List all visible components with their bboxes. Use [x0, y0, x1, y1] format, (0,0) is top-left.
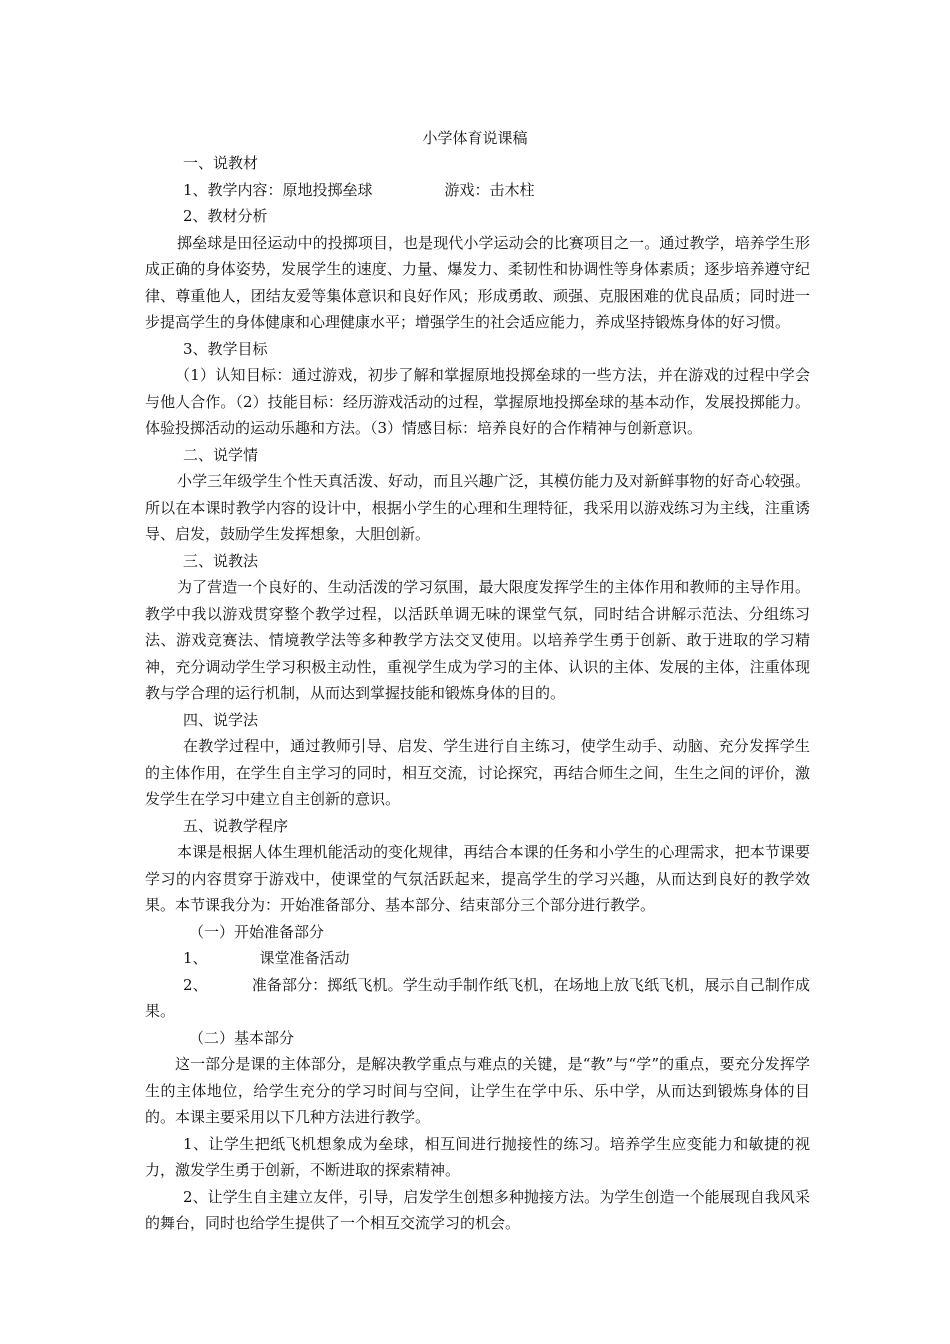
prep-item-1-text: 课堂准备活动: [259, 949, 350, 967]
prep-item-2-text: 准备部分：掷纸飞机。学生动手制作纸飞机，在场地上放飞纸飞机，展示自己制作成果。: [145, 975, 810, 1020]
teaching-goals-heading: 3、教学目标: [183, 339, 268, 358]
teaching-goals-paragraph: （1）认知目标：通过游戏，初步了解和掌握原地投掷垒球的一些方法，并在游戏的过程中学会与他人合作。（2）技能目标：经历游戏活动的过程，掌握原地投掷垒球的基本动作，发展投掷能力。体验投掷活动的运动乐趣和方法。（3）情感目标：培养良好的合作精神与创新意识。: [145, 366, 810, 437]
prep-item-2-number: 2、: [183, 975, 208, 994]
prep-item-1: [145, 945, 810, 972]
subsection-heading-2: （二）基本部分: [189, 1028, 295, 1047]
section-heading-3: 三、说教法: [183, 551, 259, 570]
teaching-method-paragraph: 为了营造一个良好的、生动活泼的学习氛围，最大限度发挥学生的主体作用和教师的主导作用。教学中我以游戏贯穿整个教学过程，以活跃单调无味的课堂气氛，同时结合讲解示范法、分组练习法、游戏竞赛法、情境教学法等多种教学方法交叉使用。以培养学生勇于创新、敢于进取的学习精神，充分调动学生学习积极主动性，重视学生成为学习的主体、认识的主体、发展的主体，注重体现教与学合理的运行机制，从而达到掌握技能和锻炼身体的目的。: [145, 578, 810, 702]
learner-paragraph: 小学三年级学生个性天真活泼、好动，而且兴趣广泛，其模仿能力及对新鲜事物的好奇心较强。所以在本课时教学内容的设计中，根据小学生的心理和生理特征，我采用以游戏练习为主线，注重诱导、启发，鼓励学生发挥想象，大胆创新。: [145, 472, 810, 543]
section-heading-1: 一、说教材: [183, 154, 259, 172]
document-body: [145, 150, 810, 1237]
teaching-content-line: [145, 177, 810, 204]
material-analysis-paragraph: 掷垒球是田径运动中的投掷项目，也是现代小学运动会的比赛项目之一。通过教学，培养学生形成正确的身体姿势，发展学生的速度、力量、爆发力、柔韧性和协调性等身体素质；逐步培养遵守纪律、尊重他人，团结友爱等集体意识和良好作风；形成勇敢、顽强、克服困难的优良品质；同时进一步提高学生的身体健康和心理健康水平；增强学生的社会适应能力，养成坚持锻炼身体的好习惯。: [145, 233, 810, 331]
section-heading-2: 二、说学情: [183, 445, 259, 464]
prep-item-1-number: 1、: [183, 949, 208, 967]
procedure-paragraph: 本课是根据人体生理机能活动的变化规律，再结合本课的任务和小学生的心理需求，把本节课要学习的内容贯穿于游戏中，使课堂的气氛活跃起来，提高学生的学习兴趣，从而达到良好的教学效果。本节课我分为：开始准备部分、基本部分、结束部分三个部分进行教学。: [145, 843, 810, 914]
basic-part-paragraph: 这一部分是课的主体部分，是解决教学重点与难点的关键，是“教”与“学”的重点，要充分发挥学生的主体地位，给学生充分的学习时间与空间，让学生在学中乐、乐中学，从而达到锻炼身体的目的。本课主要采用以下几种方法进行教学。: [145, 1055, 810, 1126]
subsection-heading-1: （一）开始准备部分: [189, 922, 325, 941]
basic-item-2: 2、让学生自主建立友伴，引导，启发学生创想多种抛接方法。为学生创造一个能展现自我风采的舞台，同时也给学生提供了一个相互交流学习的机会。: [145, 1187, 810, 1232]
document-title: 小学体育说课稿: [422, 129, 528, 147]
prep-item-2: [145, 972, 810, 1025]
basic-item-1: 1、让学生把纸飞机想象成为垒球，相互间进行抛接性的练习。培养学生应变能力和敏捷的视力，激发学生勇于创新，不断进取的探索精神。: [145, 1134, 810, 1179]
section-heading-5: 五、说教学程序: [183, 816, 289, 835]
teaching-content-label: 1、教学内容：原地投掷垒球: [183, 180, 373, 199]
game-label: 游戏：击木柱: [444, 180, 535, 199]
learning-method-paragraph: 在教学过程中，通过教师引导、启发、学生进行自主练习，使学生动手、动脑、充分发挥学生的主体作用，在学生自主学习的同时，相互交流，讨论探究，再结合师生之间，生生之间的评价，激发学生在学习中建立自主创新的意识。: [145, 737, 810, 808]
section-heading-4: 四、说学法: [183, 710, 259, 729]
material-analysis-heading: 2、教材分析: [183, 207, 268, 225]
